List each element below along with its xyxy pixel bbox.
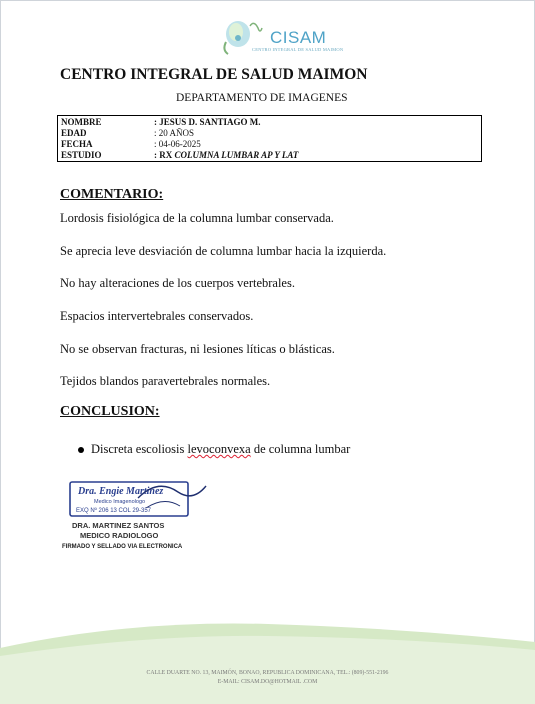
signature-note: FIRMADO Y SELLADO VIA ELECTRONICA (62, 544, 183, 550)
patient-info-box (57, 115, 482, 162)
footer-wave (0, 620, 535, 704)
study-value (154, 150, 298, 160)
date-label: FECHA (61, 139, 93, 149)
stamp-role: Medico Imagenologo (94, 499, 146, 505)
bullet-dot-icon (78, 447, 84, 453)
comment-line: No se observan fracturas, ni lesiones líticas o blásticas. (60, 342, 335, 356)
age-value: : 20 AÑOS (154, 128, 195, 138)
comment-line: Espacios intervertebrales conservados. (60, 309, 254, 323)
logo-subtext: CENTRO INTEGRAL DE SALUD MAIMON (252, 47, 344, 52)
comment-line: Se aprecia leve desviación de columna lumbar hacia la izquierda. (60, 244, 387, 258)
name-value: : JESUS D. SANTIAGO M. (154, 117, 261, 127)
age-label: EDAD (61, 128, 87, 138)
comment-heading: COMENTARIO: (60, 187, 164, 202)
conclusion-text-after: de columna lumbar (250, 442, 351, 456)
spellcheck-marked-word: levoconvexa (187, 442, 251, 456)
name-label: NOMBRE (61, 117, 102, 127)
stamp-exq: EXQ Nº 206 13 COL 29-357 (76, 508, 152, 514)
footer-address: CALLE DUARTE NO. 13, MAIMÓN, BONAO, REPUBLICA DOMINICANA, TEL.: (809)-551-2196 (146, 670, 389, 676)
study-name: COLUMNA LUMBAR AP Y LAT (174, 150, 299, 160)
logo-text: CISAM (270, 28, 327, 47)
signature-name: DRA. MARTINEZ SANTOS (72, 521, 165, 530)
date-value: : 04-06-2025 (154, 139, 201, 149)
study-prefix: : RX (154, 150, 175, 160)
conclusion-item (91, 442, 350, 457)
signature-role: MEDICO RADIOLOGO (80, 531, 159, 540)
stamp-name: Dra. Engie Martinez (78, 486, 164, 497)
conclusion-text-before: Discreta escoliosis (91, 442, 188, 456)
comment-line: No hay alteraciones de los cuerpos vertebrales. (60, 276, 295, 290)
study-label: ESTUDIO (61, 150, 102, 160)
department-title: DEPARTAMENTO DE IMAGENES (176, 92, 348, 104)
comment-line: Lordosis fisiológica de la columna lumbar conservada. (60, 211, 334, 225)
doctor-stamp (68, 478, 210, 522)
clinic-title: CENTRO INTEGRAL DE SALUD MAIMON (60, 66, 368, 83)
conclusion-heading: CONCLUSION: (60, 404, 160, 419)
comment-line: Tejidos blandos paravertebrales normales. (60, 374, 271, 388)
footer-email[interactable]: E-MAIL: CISAM.DO@HOTMAIL .COM (217, 679, 318, 685)
